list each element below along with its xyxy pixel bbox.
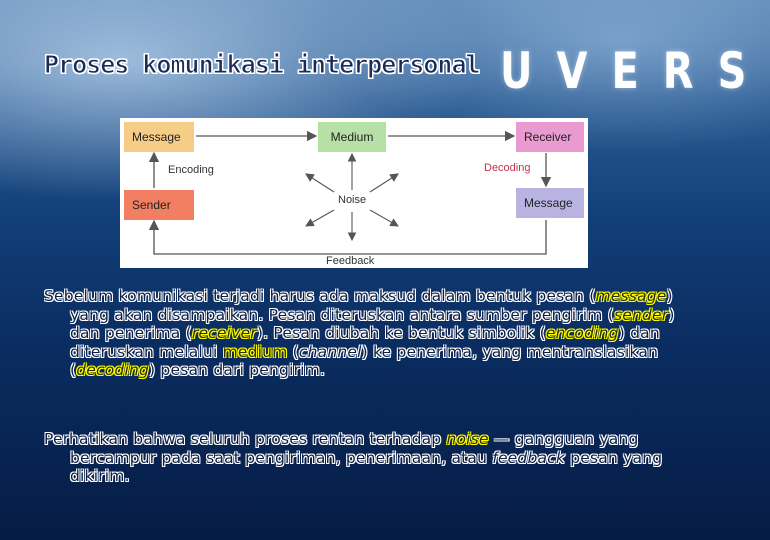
text-run: ) pesan dari pengirim.	[149, 361, 326, 379]
term-receiver: receiver	[191, 324, 257, 342]
term-message: message	[595, 287, 667, 305]
term-decoding: decoding	[76, 361, 150, 379]
arrow-noise-downright	[370, 210, 398, 226]
text-run: ) yang akan disampaikan. Pesan diteruskan antara sumber pengirim (	[70, 287, 673, 324]
text-run: Perhatikan bahwa seluruh proses rentan terhadap	[44, 430, 447, 448]
term-feedback: feedback	[492, 448, 566, 467]
text-run: ) dan penerima (	[70, 305, 675, 342]
node-medium: Medium	[318, 122, 386, 152]
node-message-received: Message	[516, 188, 584, 218]
feedback-label: Feedback	[326, 255, 375, 267]
communication-diagram	[120, 118, 588, 268]
term-medium: medium	[222, 342, 288, 361]
text-run: — gangguan yang bercampur pada saat pengiriman, penerimaan, atau	[70, 430, 639, 467]
node-sender: Sender	[124, 190, 194, 220]
noise-label: Noise	[338, 194, 367, 206]
node-receiver: Receiver	[516, 122, 584, 152]
text-run: ) ke penerima, yang mentranslasikan (	[70, 342, 659, 379]
uvers-logo: UVERS	[500, 42, 770, 100]
text-run: ). Pesan diubah ke bentuk simbolik (	[256, 324, 546, 342]
arrow-feedback	[154, 220, 546, 254]
text-run: ) dan diteruskan melalui	[70, 324, 660, 361]
node-message: Message	[124, 122, 194, 152]
encoding-label: Encoding	[168, 164, 214, 176]
term-channel: channel	[298, 342, 362, 361]
text-run: Sebelum komunikasi terjadi harus ada maksud dalam bentuk pesan (	[44, 287, 596, 305]
paragraph-2	[44, 430, 684, 486]
decoding-label: Decoding	[484, 162, 531, 174]
term-encoding: encoding	[545, 324, 619, 342]
term-noise: noise	[446, 430, 489, 448]
arrow-noise-upright	[370, 174, 398, 192]
arrow-noise-downleft	[306, 210, 334, 226]
text-run: (	[287, 342, 299, 361]
term-sender: sender	[613, 305, 669, 324]
arrow-noise-upleft	[306, 174, 334, 192]
text-run: pesan yang dikirim.	[70, 448, 663, 485]
page-title: Proses komunikasi interpersonal	[44, 50, 480, 79]
paragraph-1	[44, 287, 684, 380]
